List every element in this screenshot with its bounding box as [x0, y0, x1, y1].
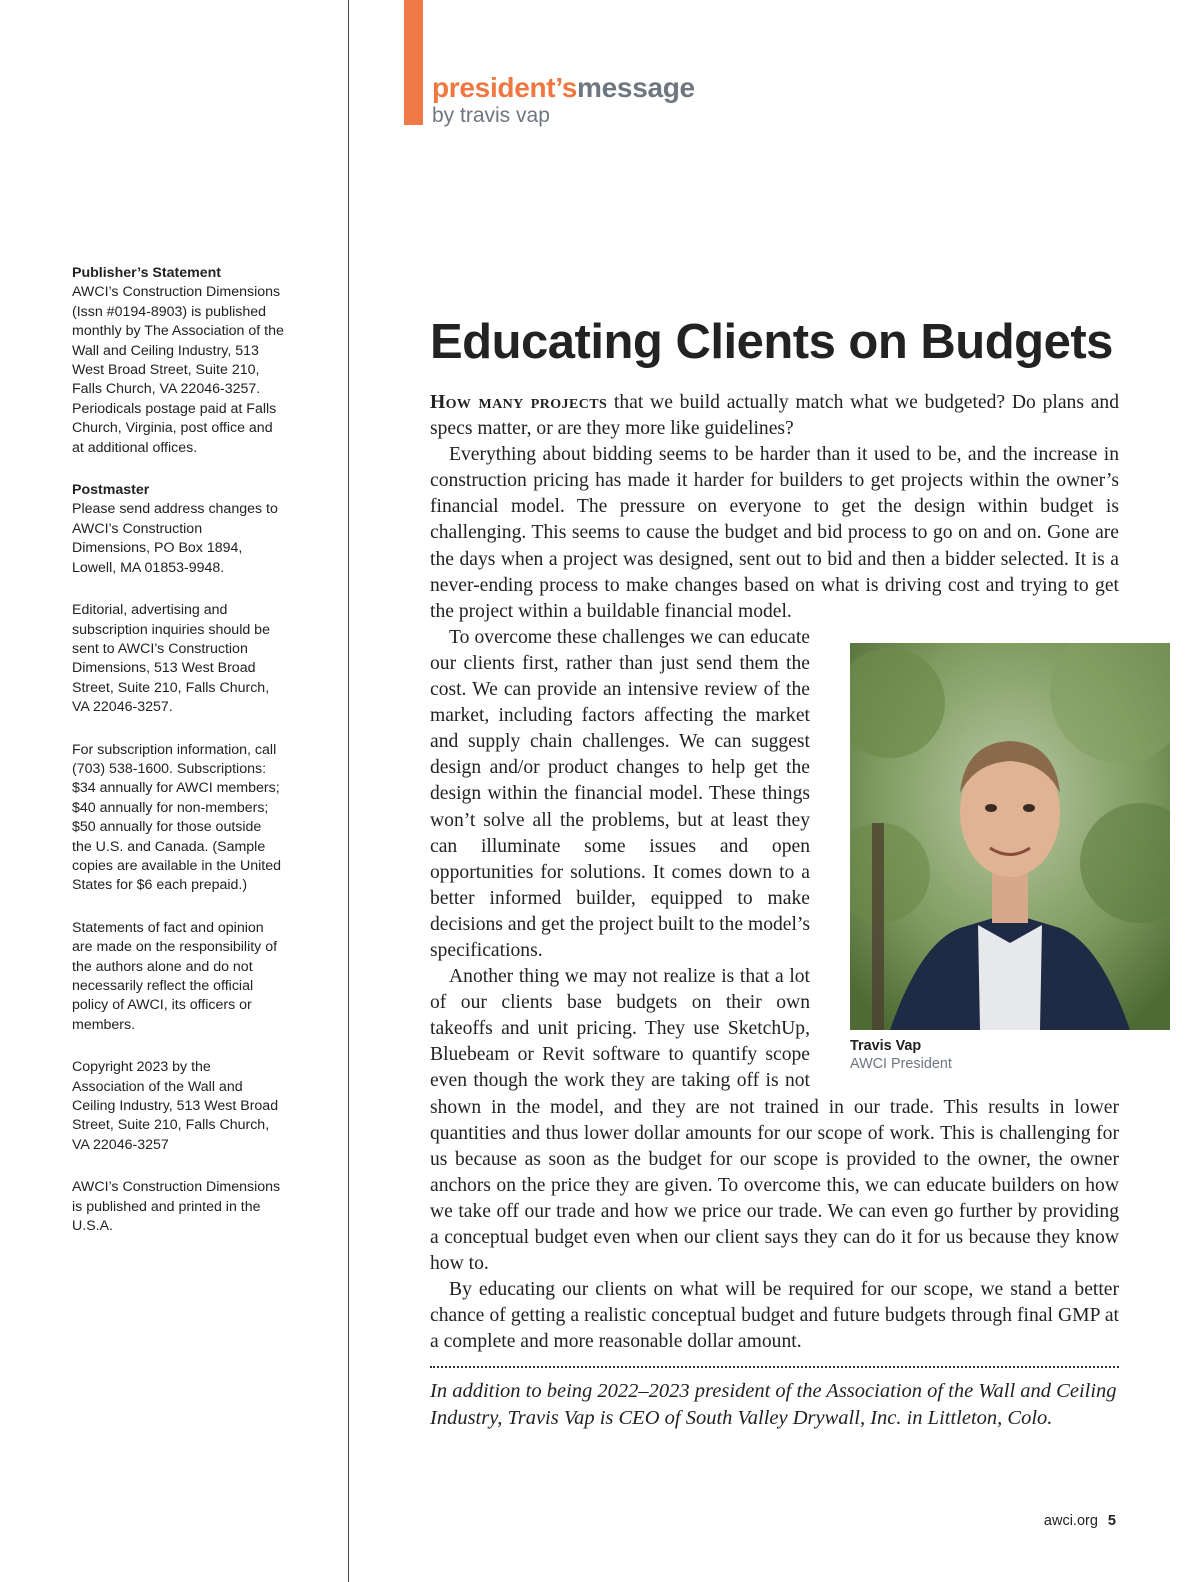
publisher-statement-text: AWCI’s Construction Dimensions (Issn #0194-8903) is published monthly by The Association of the Wall and Ceiling Industry, 513 West Broad Street, Suite 210, Falls Church, VA 22046-3257. Periodicals postage paid at Falls Church, Virginia, post office and at additional offices.	[72, 284, 284, 456]
printed-notice: AWCI’s Construction Dimensions is published and printed in the U.S.A.	[72, 1179, 281, 1235]
author-bio: In addition to being 2022–2023 president of the Association of the Wall and Ceiling Industry, Travis Vap is CEO of South Valley Drywall, Inc. in Littleton, Colo.	[430, 1380, 1117, 1429]
publisher-statement-heading: Publisher’s Statement	[72, 265, 222, 281]
author-photo	[850, 643, 1170, 1030]
author-portrait-illustration	[850, 643, 1170, 1030]
lead-in: How many projects	[430, 392, 608, 413]
bio-divider	[430, 1366, 1119, 1368]
copyright-notice: Copyright 2023 by the Association of the Wall and Ceiling Industry, 513 West Broad Street, Suite 210, Falls Church, VA 22046-3257	[72, 1059, 279, 1153]
publisher-statement	[72, 264, 284, 458]
page-footer	[1044, 1513, 1116, 1529]
page-number: 5	[1107, 1513, 1116, 1529]
footer-site: awci.org	[1043, 1513, 1098, 1529]
paragraph-1-text: that we build actually match what we budgeted? Do plans and specs matter, or are they more like guidelines?	[430, 392, 1119, 440]
subscription-info: For subscription information, call (703) 538-1600. Subscriptions: $34 annually for AWCI members; $40 annually for non-members; $50 annually for those outside the U.S. and Canada. (Sample copies are available in the United States for $6 each prepaid.)	[72, 741, 282, 894]
section-label-orange: president’s	[432, 72, 578, 103]
postmaster-text: Please send address changes to AWCI’s Construction Dimensions, PO Box 1894, Lowell, MA 01853-9948.	[72, 501, 278, 576]
photo-caption-role: AWCI President	[850, 1055, 952, 1072]
article-body	[430, 390, 1119, 1355]
section-label	[432, 72, 695, 104]
paragraph-1	[430, 390, 1119, 442]
section-label-gray: message	[577, 72, 695, 103]
publisher-sidebar	[72, 264, 284, 1259]
photo-caption	[850, 1037, 1190, 1073]
photo-caption-name: Travis Vap	[850, 1037, 922, 1054]
editorial-inquiries: Editorial, advertising and subscription inquiries should be sent to AWCI’s Construction Dimensions, 513 West Broad Street, Suite 210, Falls Church, VA 22046-3257.	[72, 602, 270, 716]
postmaster-heading: Postmaster	[72, 482, 150, 499]
paragraph-2: Everything about bidding seems to be harder than it used to be, and the increase in construction pricing has made it harder for builders to get projects within the owner’s financial model. The pressure on everyone to get the design within budget is challenging. This seems to cause the budget and bid process to go on and on. Gone are the days when a project was designed, sent out to bid and then a bidder selected. It is a never-ending process to make changes based on what is driving cost and trying to get the project within a buildable financial model.	[430, 444, 1119, 622]
byline: by travis vap	[432, 104, 550, 127]
article-title: Educating Clients on Budgets	[430, 315, 1113, 369]
postmaster-notice	[72, 481, 284, 578]
paragraph-4: Another thing we may not realize is that a lot of our clients base budgets on their own takeoffs and unit pricing. They use SketchUp, Bluebeam or Revit software to quantify scope even though the work they are taking off is not shown in the model, and they are not trained in our trade. This results in lower quantities and thus lower dollar amounts for our scope of work. This is challenging for us because as soon as the budget for our scope is provided to the owner, the owner anchors on the price they are given. To overcome this, we can educate builders on how we take off our trade and how we price our trade. We can even go further by providing a conceptual budget even when our client says they can do it for us because they know how to.	[430, 966, 1119, 1275]
column-divider	[348, 0, 349, 1582]
opinion-disclaimer: Statements of fact and opinion are made on the responsibility of the authors alone and do not necessarily reflect the official policy of AWCI, its officers or members.	[72, 919, 278, 1033]
paragraph-3: To overcome these challenges we can educate our clients first, rather than just send them the cost. We can provide an intensive review of the market, including factors affecting the market and supply chain challenges. We can suggest design and/or product changes to help get the design within the financial model. These things won’t solve all the problems, but at least they can illuminate some issues and open opportunities for solutions. It comes down to a better informed builder, equipped to make decisions and get the project built to the model’s specifications.	[430, 626, 810, 961]
section-accent-bar	[404, 0, 423, 125]
author-photo-block	[850, 643, 1190, 1083]
paragraph-5: By educating our clients on what will be required for our scope, we stand a better chance of getting a realistic conceptual budget and future budgets through final GMP at a complete and more reasonable dollar amount.	[430, 1279, 1119, 1353]
